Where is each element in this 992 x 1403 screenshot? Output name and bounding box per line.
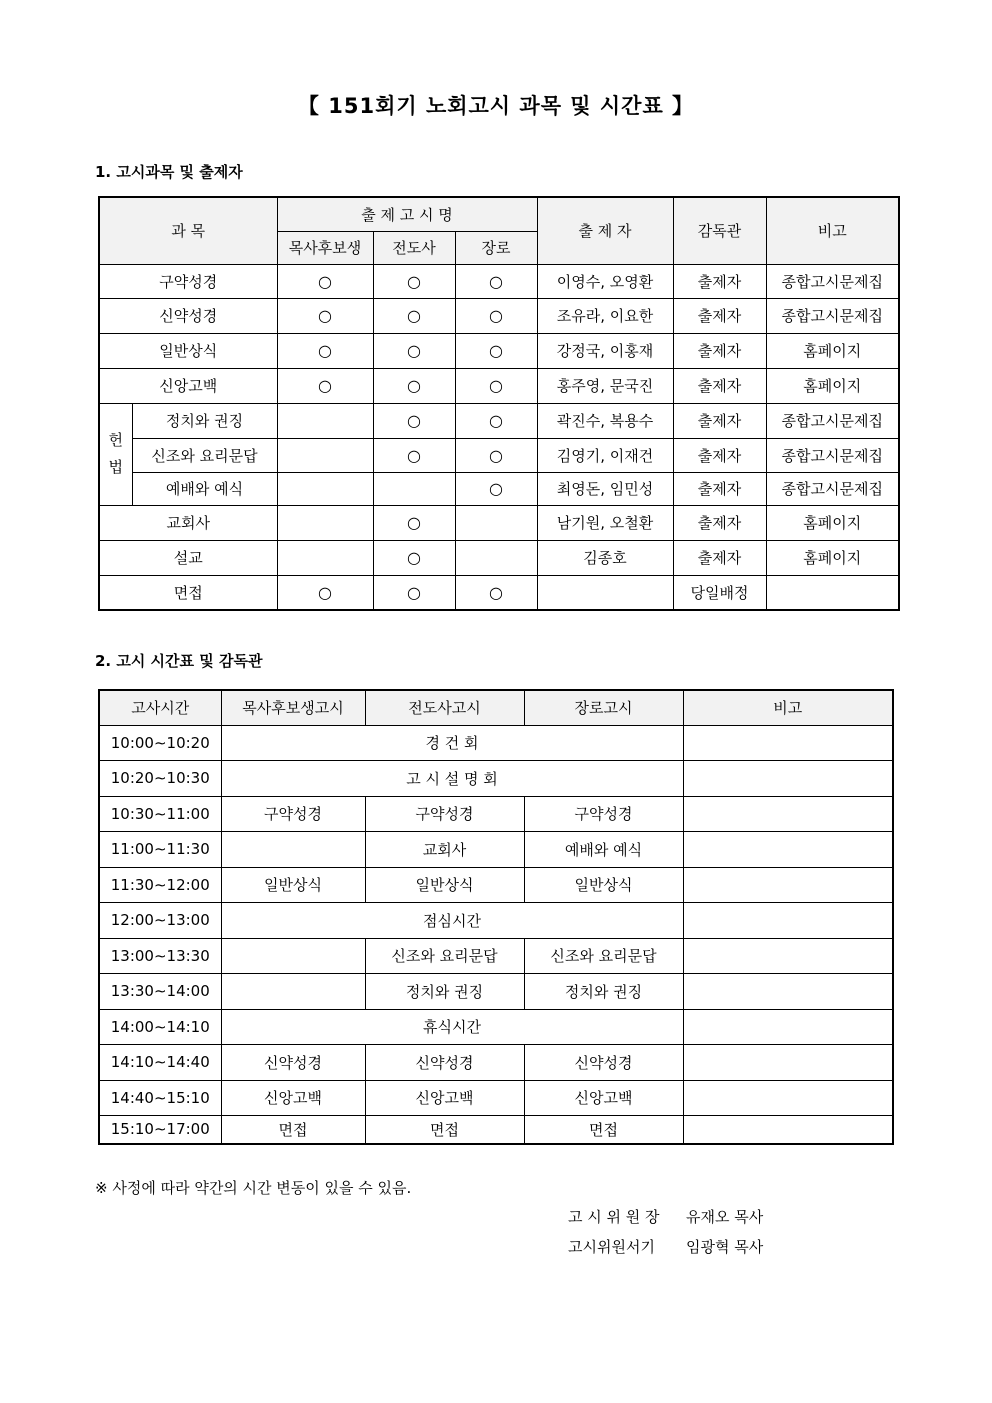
examiner-cell: 이영수, 오영환 <box>537 264 673 298</box>
exam-cell: 신약성경 <box>524 1045 683 1081</box>
exam-cell: 신조와 요리문답 <box>524 938 683 974</box>
proctor-cell: 출제자 <box>673 505 766 540</box>
constitution-label <box>99 403 132 505</box>
mark-cell: ○ <box>277 333 373 368</box>
signature-name: 유재오 목사 <box>686 1208 764 1226</box>
table-row <box>99 761 893 797</box>
remark-cell: 홈페이지 <box>766 540 899 575</box>
exam-cell: 구약성경 <box>524 796 683 832</box>
exam-cell: 교회사 <box>365 832 524 868</box>
proctor-cell: 출제자 <box>673 472 766 505</box>
table-row <box>99 1009 893 1045</box>
examiner-cell: 최영돈, 임민성 <box>537 472 673 505</box>
table-row <box>99 938 893 974</box>
exam-cell: 신앙고백 <box>524 1080 683 1116</box>
mark-cell: ○ <box>373 575 455 610</box>
exam-cell: 일반상식 <box>365 867 524 903</box>
remark-cell <box>683 974 893 1010</box>
examiner-cell <box>537 575 673 610</box>
section1-heading: 1. 고시과목 및 출제자 <box>95 163 243 181</box>
subject-cell: 설교 <box>99 540 277 575</box>
time-cell: 11:00∼11:30 <box>99 832 221 868</box>
mark-cell: ○ <box>455 298 537 333</box>
mark-cell <box>277 505 373 540</box>
table-row <box>99 575 899 610</box>
header-remark: 비고 <box>683 690 893 725</box>
remark-cell: 종합고시문제집 <box>766 264 899 298</box>
remark-cell <box>683 1045 893 1081</box>
examiner-cell: 조유라, 이요한 <box>537 298 673 333</box>
constitution-label-char: 헌 <box>108 431 123 449</box>
table-row <box>99 867 893 903</box>
proctor-cell: 출제자 <box>673 438 766 472</box>
mark-cell: ○ <box>277 575 373 610</box>
proctor-cell: 출제자 <box>673 333 766 368</box>
examiner-cell: 남기원, 오철환 <box>537 505 673 540</box>
mark-cell: ○ <box>455 575 537 610</box>
table-row <box>99 725 893 761</box>
exam-cell: 면접 <box>221 1116 365 1144</box>
exam-cell: 면접 <box>365 1116 524 1144</box>
time-cell: 13:00∼13:30 <box>99 938 221 974</box>
time-cell: 14:40∼15:10 <box>99 1080 221 1116</box>
remark-cell <box>683 725 893 761</box>
mark-cell <box>455 540 537 575</box>
merged-cell: 휴식시간 <box>221 1009 683 1045</box>
subject-cell: 교회사 <box>99 505 277 540</box>
exam-cell: 신앙고백 <box>365 1080 524 1116</box>
table-row <box>99 974 893 1010</box>
proctor-cell: 출제자 <box>673 540 766 575</box>
remark-cell: 종합고시문제집 <box>766 438 899 472</box>
header-proctor: 감독관 <box>673 197 766 264</box>
exam-cell: 일반상식 <box>524 867 683 903</box>
mark-cell <box>277 540 373 575</box>
header-exam-type: 장로 <box>455 231 537 264</box>
proctor-cell: 당일배정 <box>673 575 766 610</box>
time-cell: 15:10∼17:00 <box>99 1116 221 1144</box>
exam-cell: 면접 <box>524 1116 683 1144</box>
header-exam-group: 출 제 고 시 명 <box>277 197 537 231</box>
mark-cell: ○ <box>373 438 455 472</box>
mark-cell: ○ <box>455 368 537 403</box>
exam-cell: 신앙고백 <box>221 1080 365 1116</box>
remark-cell <box>683 867 893 903</box>
header-evangelist: 전도사고시 <box>365 690 524 725</box>
mark-cell: ○ <box>373 505 455 540</box>
time-cell: 10:20∼10:30 <box>99 761 221 797</box>
remark-cell: 종합고시문제집 <box>766 472 899 505</box>
mark-cell <box>277 472 373 505</box>
table-row <box>99 298 899 333</box>
mark-cell <box>277 438 373 472</box>
remark-cell: 종합고시문제집 <box>766 403 899 438</box>
proctor-cell: 출제자 <box>673 264 766 298</box>
mark-cell: ○ <box>277 264 373 298</box>
subject-cell: 면접 <box>99 575 277 610</box>
mark-cell: ○ <box>373 368 455 403</box>
merged-cell: 점심시간 <box>221 903 683 939</box>
exam-cell: 구약성경 <box>365 796 524 832</box>
section2-heading: 2. 고시 시간표 및 감독관 <box>95 652 263 670</box>
subject-cell: 예배와 예식 <box>132 472 277 505</box>
mark-cell: ○ <box>455 403 537 438</box>
time-cell: 10:30∼11:00 <box>99 796 221 832</box>
mark-cell: ○ <box>455 333 537 368</box>
exam-cell: 신약성경 <box>221 1045 365 1081</box>
signature-line <box>568 1206 763 1227</box>
exam-cell: 신조와 요리문답 <box>365 938 524 974</box>
remark-cell <box>683 1116 893 1144</box>
header-exam-type: 전도사 <box>373 231 455 264</box>
remark-cell: 홈페이지 <box>766 333 899 368</box>
signature-role: 고 시 위 원 장 <box>568 1208 660 1226</box>
table-row <box>99 1080 893 1116</box>
signature-name: 임광혁 목사 <box>686 1238 764 1256</box>
examiner-cell: 강정국, 이홍재 <box>537 333 673 368</box>
time-cell: 11:30∼12:00 <box>99 867 221 903</box>
examiner-cell: 홍주영, 문국진 <box>537 368 673 403</box>
proctor-cell: 출제자 <box>673 298 766 333</box>
table-row <box>99 403 899 438</box>
merged-cell: 경 건 회 <box>221 725 683 761</box>
merged-cell: 고 시 설 명 회 <box>221 761 683 797</box>
examiner-cell: 김종호 <box>537 540 673 575</box>
time-cell: 14:10∼14:40 <box>99 1045 221 1081</box>
time-cell: 13:30∼14:00 <box>99 974 221 1010</box>
signature-role: 고시위원서기 <box>568 1238 655 1256</box>
remark-cell <box>683 761 893 797</box>
proctor-cell: 출제자 <box>673 368 766 403</box>
mark-cell: ○ <box>373 298 455 333</box>
mark-cell: ○ <box>455 264 537 298</box>
remark-cell <box>683 1009 893 1045</box>
exam-cell: 정치와 권징 <box>524 974 683 1010</box>
exam-cell <box>221 938 365 974</box>
exam-cell: 신약성경 <box>365 1045 524 1081</box>
remark-cell <box>683 903 893 939</box>
subject-cell: 일반상식 <box>99 333 277 368</box>
table-row <box>99 1116 893 1144</box>
table-row <box>99 1045 893 1081</box>
table-row <box>99 903 893 939</box>
signature-line <box>568 1236 763 1257</box>
time-cell: 12:00∼13:00 <box>99 903 221 939</box>
exam-cell: 일반상식 <box>221 867 365 903</box>
examiner-cell: 김영기, 이재건 <box>537 438 673 472</box>
schedule-table <box>98 689 894 1145</box>
subject-cell: 신조와 요리문답 <box>132 438 277 472</box>
remark-cell: 홈페이지 <box>766 368 899 403</box>
mark-cell <box>277 403 373 438</box>
constitution-label-char: 법 <box>108 458 123 476</box>
header-pastor-candidate: 목사후보생고시 <box>221 690 365 725</box>
header-subject: 과 목 <box>99 197 277 264</box>
subject-cell: 정치와 권징 <box>132 403 277 438</box>
footnote: ※ 사정에 따라 약간의 시간 변동이 있을 수 있음. <box>95 1179 412 1197</box>
remark-cell <box>683 832 893 868</box>
remark-cell <box>766 575 899 610</box>
header-remark: 비고 <box>766 197 899 264</box>
subject-cell: 신약성경 <box>99 298 277 333</box>
subject-cell: 구약성경 <box>99 264 277 298</box>
header-exam-type: 목사후보생 <box>277 231 373 264</box>
remark-cell <box>683 938 893 974</box>
exam-cell: 예배와 예식 <box>524 832 683 868</box>
table-row <box>99 540 899 575</box>
mark-cell: ○ <box>455 438 537 472</box>
mark-cell <box>455 505 537 540</box>
exam-cell <box>221 832 365 868</box>
header-time: 고사시간 <box>99 690 221 725</box>
remark-cell <box>683 1080 893 1116</box>
table-row <box>99 333 899 368</box>
proctor-cell: 출제자 <box>673 403 766 438</box>
subject-cell: 신앙고백 <box>99 368 277 403</box>
table-row <box>99 472 899 505</box>
time-cell: 10:00∼10:20 <box>99 725 221 761</box>
examiner-cell: 곽진수, 복용수 <box>537 403 673 438</box>
mark-cell: ○ <box>373 333 455 368</box>
mark-cell: ○ <box>455 472 537 505</box>
table-row <box>99 796 893 832</box>
mark-cell: ○ <box>373 403 455 438</box>
exam-cell: 정치와 권징 <box>365 974 524 1010</box>
exam-cell <box>221 974 365 1010</box>
mark-cell <box>373 472 455 505</box>
exam-cell: 구약성경 <box>221 796 365 832</box>
page-title: 【 151회기 노회고시 과목 및 시간표 】 <box>297 94 695 118</box>
table-row <box>99 368 899 403</box>
remark-cell: 홈페이지 <box>766 505 899 540</box>
table-row <box>99 505 899 540</box>
mark-cell: ○ <box>373 540 455 575</box>
header-elder: 장로고시 <box>524 690 683 725</box>
subjects-table <box>98 196 900 611</box>
mark-cell: ○ <box>277 298 373 333</box>
mark-cell: ○ <box>277 368 373 403</box>
mark-cell: ○ <box>373 264 455 298</box>
table-row <box>99 438 899 472</box>
time-cell: 14:00∼14:10 <box>99 1009 221 1045</box>
header-examiner: 출 제 자 <box>537 197 673 264</box>
table-row <box>99 832 893 868</box>
table-row <box>99 264 899 298</box>
remark-cell <box>683 796 893 832</box>
remark-cell: 종합고시문제집 <box>766 298 899 333</box>
